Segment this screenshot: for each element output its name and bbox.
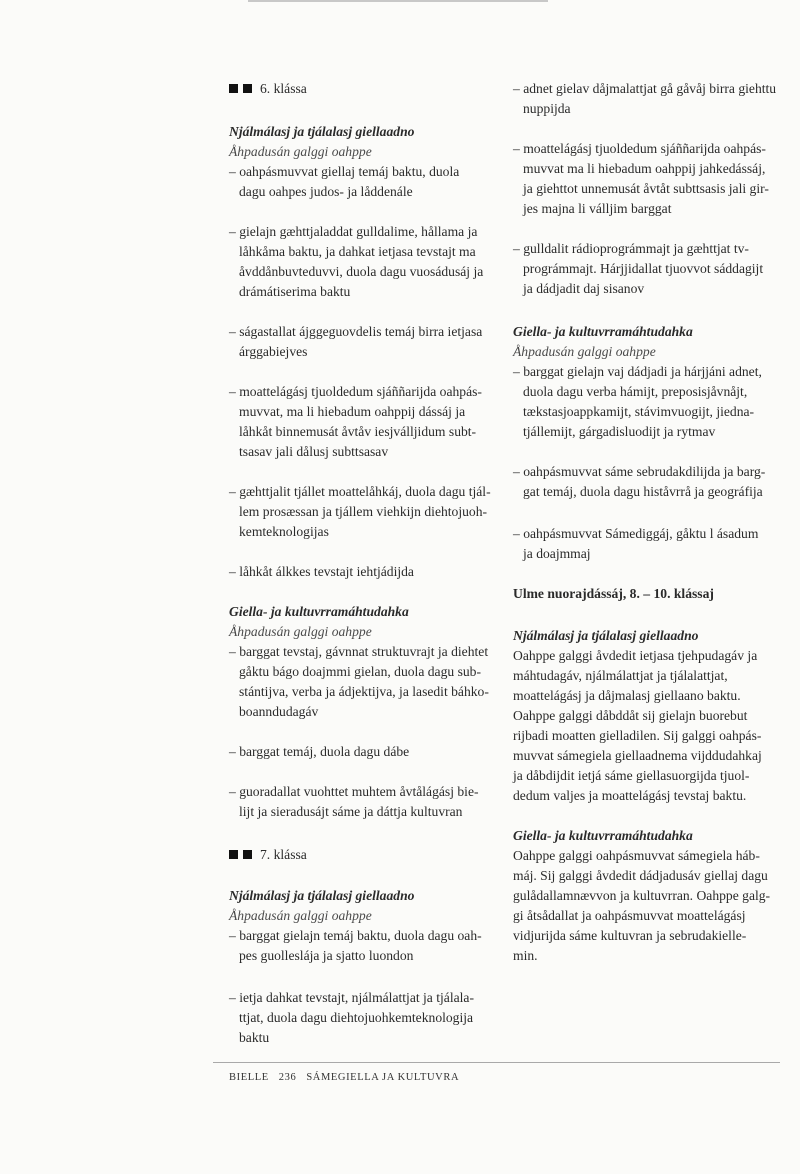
list-item-line: lijt ja sieradusájt sáme ja dáttja kultuvran — [239, 804, 463, 819]
paragraph-line: Oahppe galggi dåbddåt sij gielajn buorebut — [513, 708, 748, 723]
paragraph-line: moattelágásj ja dåjmalasj giellaano baktu. — [513, 688, 741, 703]
paragraph-line: dedum valjes ja moattelágásj tevstaj baktu. — [513, 788, 747, 803]
square-bullet-icon — [229, 850, 238, 859]
section-subheading: Åhpadusán galggi oahppe — [229, 144, 372, 159]
list-item-line: ja giehttot unnemusát åvtåt subttsasis jali gir- — [523, 181, 769, 196]
list-item-line: dagu oahpes judos- ja låddenále — [239, 184, 413, 199]
list-item-line: drámátiserima baktu — [239, 284, 351, 299]
list-item-line: – gulldalit rádioprográmmajt ja gæhttjat tv- — [513, 241, 749, 256]
square-bullet-icon — [243, 850, 252, 859]
list-item-line: prográmmajt. Hárjjidallat tjuovvot sáddagijt — [523, 261, 764, 276]
list-item-line: – ságastallat ájggeguovdelis temáj birra ietjasa — [229, 324, 483, 339]
list-item-line: boanndudagáv — [239, 704, 319, 719]
section-heading: Njálmálasj ja tjálalasj giellaadno — [513, 628, 699, 643]
list-item-line: jes majna li válljim barggat — [523, 201, 672, 216]
list-item-line: pes guolleslája ja sjatto luondon — [239, 948, 414, 963]
paragraph-line: máhtudagáv, njálmálattjat ja tjálalattjat, — [513, 668, 728, 683]
section-subheading: Åhpadusán galggi oahppe — [513, 344, 656, 359]
section-subheading: Åhpadusán galggi oahppe — [229, 624, 372, 639]
section-subheading: Åhpadusán galggi oahppe — [229, 908, 372, 923]
list-item-line: – barggat temáj, duola dagu dábe — [229, 744, 410, 759]
list-item-line: ja dádjadit daj sisanov — [523, 281, 645, 296]
section-heading: Njálmálasj ja tjálalasj giellaadno — [229, 124, 415, 139]
class-7-heading: 7. klássa — [229, 845, 487, 865]
list-item-line: – barggat gielajn vaj dádjadi ja hárjjáni adnet, — [513, 364, 762, 379]
paragraph-line: ja dåbdijdit ietjá sáme giellasuorgijda tjuol- — [513, 768, 750, 783]
list-item-line: tækstasjoappkamijt, stávimvuogijt, jiedna- — [523, 404, 755, 419]
paragraph-line: rijbadi moatten gielladilen. Sij galggi oahpás- — [513, 728, 762, 743]
list-item-line: árggabiejves — [239, 344, 308, 359]
list-item-line: – adnet gielav dåjmalattjat gå gåvåj birra giehttu — [513, 81, 777, 96]
list-item-line: stántijva, verba ja ádjektijva, ja lasedit báhko- — [239, 684, 489, 699]
list-item-line: baktu — [239, 1030, 270, 1045]
list-item-line: – moattelágásj tjuoldedum sjáññarijda oahpás- — [229, 384, 482, 399]
paragraph-line: muvvat sámegiela giellaadnema vijddudahkaj — [513, 748, 762, 763]
footer-divider — [213, 1062, 780, 1063]
list-item-line: – gielajn gæhttjaladdat gulldalime, hållama ja — [229, 224, 478, 239]
section-heading: Njálmálasj ja tjálalasj giellaadno — [229, 888, 415, 903]
list-item-line: – låhkåt álkkes tevstajt iehtjádijda — [229, 564, 414, 579]
list-item-line: – oahpásmuvvat Sámediggáj, gåktu l ásadum — [513, 526, 759, 541]
list-item-line: muvvat, ma li hiebadum oahppij dássáj ja — [239, 404, 466, 419]
list-item-line: – barggat tevstaj, gávnnat struktuvrajt ja diehtet — [229, 644, 489, 659]
list-item-line: – moattelágásj tjuoldedum sjáññarijda oahpás- — [513, 141, 766, 156]
list-item-line: – oahpásmuvvat giellaj temáj baktu, duola — [229, 164, 460, 179]
paragraph-line: gi åtsådallat ja oahpásmuvvat moattelágásj — [513, 908, 746, 923]
list-item-line: tjállemijt, gárgadisluodijt ja rytmav — [523, 424, 716, 439]
footer-title: SÁMEGIELLA JA KULTUVRA — [306, 1072, 460, 1083]
list-item-line: ttjat, duola dagu diehtojuohkemteknologija — [239, 1010, 474, 1025]
paragraph-line: vidjurijda sáme kultuvran ja sebrudakielle- — [513, 928, 747, 943]
list-item-line: gåktu bágo doajmmi gielan, duola dagu sub- — [239, 664, 481, 679]
class-6-heading: 6. klássa — [229, 79, 487, 99]
paragraph-line: Oahppe galggi oahpásmuvvat sámegiela háb- — [513, 848, 760, 863]
paragraph-line: gulådallamnævvon ja kultuvrran. Oahppe galg- — [513, 888, 771, 903]
section-heading: Giella- ja kultuvrramáhtudahka — [229, 604, 409, 619]
paragraph-line: min. — [513, 948, 538, 963]
list-item-line: kemteknologijas — [239, 524, 329, 539]
paragraph-line: Oahppe galggi åvdedit ietjasa tjehpudagáv ja — [513, 648, 758, 663]
list-item-line: ja doajmmaj — [523, 546, 591, 561]
list-item-line: lem prosæssan ja tjállem viehkijn diehtojuoh- — [239, 504, 488, 519]
list-item-line: låhkåt binnemusát åvtåv iesjválljidum subt- — [239, 424, 477, 439]
paragraph-line: máj. Sij galggi åvdedit dádjadusáv giellaj dagu — [513, 868, 768, 883]
page-footer — [229, 1072, 469, 1083]
section-heading: Giella- ja kultuvrramáhtudahka — [513, 828, 693, 843]
list-item-line: låhkåma baktu, ja dahkat ietjasa tevstajt ma — [239, 244, 476, 259]
list-item-line: åvddånbuvteduvvi, duola dagu vuosádusáj ja — [239, 264, 484, 279]
list-item-line: – guoradallat vuohttet muhtem åvtålágásj bie- — [229, 784, 479, 799]
square-bullet-icon — [229, 84, 238, 93]
list-item-line: duola dagu verba hámijt, preposisjåvnåjt, — [523, 384, 748, 399]
footer-label: BIELLE — [229, 1072, 269, 1083]
list-item-line: nuppijda — [523, 101, 571, 116]
top-edge-mark — [248, 0, 548, 2]
list-item-line: tsasav jali dålusj subttsasav — [239, 444, 389, 459]
list-item-line: muvvat ma li hiebadum oahppij jahkedássáj, — [523, 161, 766, 176]
page-number: 236 — [278, 1072, 297, 1083]
level-heading: Ulme nuorajdássáj, 8. – 10. klássaj — [513, 586, 714, 601]
list-item-line: – barggat gielajn temáj baktu, duola dagu oah- — [229, 928, 482, 943]
list-item-line: – gæhttjalit tjállet moattelåhkáj, duola dagu tjál- — [229, 484, 491, 499]
square-bullet-icon — [243, 84, 252, 93]
section-heading: Giella- ja kultuvrramáhtudahka — [513, 324, 693, 339]
list-item-line: – oahpásmuvvat sáme sebrudakdilijda ja barg- — [513, 464, 766, 479]
list-item-line: gat temáj, duola dagu histåvrrå ja geográfija — [523, 484, 763, 499]
list-item-line: – ietja dahkat tevstajt, njálmálattjat ja tjálala- — [229, 990, 474, 1005]
